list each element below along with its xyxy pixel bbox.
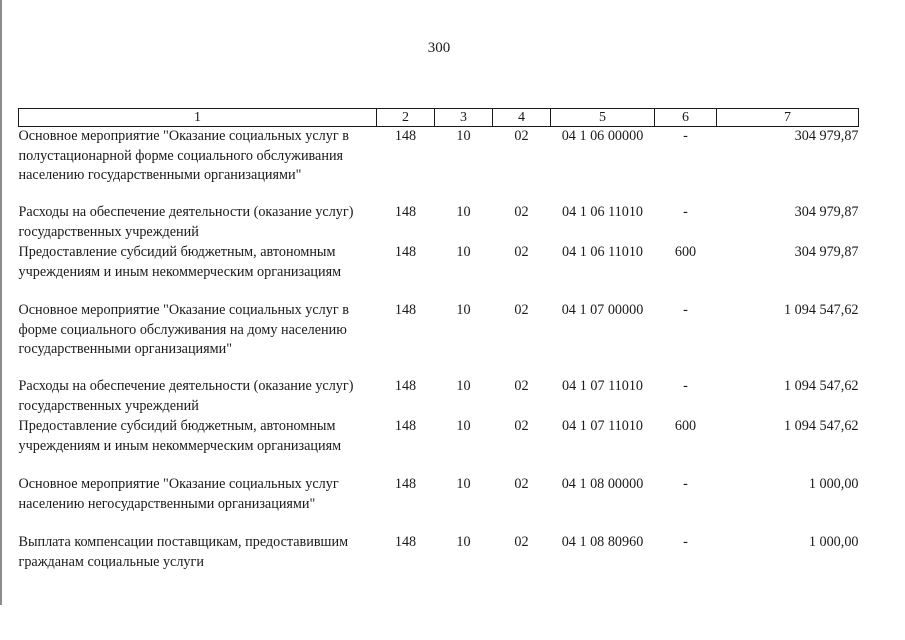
row-section-code: 10 [456, 534, 471, 550]
row-amount: 1 094 547,62 [784, 378, 859, 394]
row-subsection-code: 02 [514, 534, 529, 550]
row-name: Расходы на обеспечение деятельности (оказание услуг) государственных учреждений [18, 378, 354, 414]
row-ministry-code: 148 [394, 378, 417, 394]
row-expense-type: - [683, 534, 688, 550]
row-target-article: 04 1 07 11010 [561, 378, 644, 394]
header-col-3: 3 [435, 109, 493, 127]
row-section-code: 10 [456, 418, 471, 434]
row-name: Выплата компенсации поставщикам, предоставившим гражданам социальные услуги [18, 534, 349, 570]
header-col-2: 2 [377, 109, 435, 127]
row-target-article: 04 1 07 00000 [561, 302, 644, 318]
row-name: Основное мероприятие "Оказание социальных услуг в полустационарной форме социального обслуживания населению государственными организациями" [18, 128, 349, 183]
row-ministry-code: 148 [394, 302, 417, 318]
row-subsection-code: 02 [514, 378, 529, 394]
row-name: Предоставление субсидий бюджетным, автономным учреждениям и иным некоммерческим организациям [18, 244, 342, 280]
row-expense-type: - [683, 302, 688, 318]
table-row [19, 301, 859, 377]
row-amount: 304 979,87 [794, 244, 859, 260]
row-expense-type: - [683, 476, 688, 492]
table-row [19, 475, 859, 533]
table-row [19, 127, 859, 204]
row-ministry-code: 148 [394, 128, 417, 144]
row-expense-type: - [683, 378, 688, 394]
row-subsection-code: 02 [514, 204, 529, 220]
table-row [19, 377, 859, 417]
row-name: Основное мероприятие "Оказание социальных услуг в форме социального обслуживания на дому населению государственными организациями" [18, 302, 349, 357]
header-col-4: 4 [493, 109, 551, 127]
row-target-article: 04 1 07 11010 [561, 418, 644, 434]
row-target-article: 04 1 06 00000 [561, 128, 644, 144]
row-section-code: 10 [456, 378, 471, 394]
row-amount: 1 094 547,62 [784, 418, 859, 434]
row-expense-type: 600 [674, 418, 697, 434]
table-row [19, 203, 859, 243]
table-row [19, 243, 859, 301]
row-subsection-code: 02 [514, 128, 529, 144]
header-col-7: 7 [717, 109, 859, 127]
row-section-code: 10 [456, 204, 471, 220]
table-row [19, 533, 859, 573]
row-expense-type: - [683, 204, 688, 220]
row-ministry-code: 148 [394, 476, 417, 492]
row-name: Предоставление субсидий бюджетным, автономным учреждениям и иным некоммерческим организациям [18, 418, 342, 454]
row-amount: 304 979,87 [794, 128, 859, 144]
row-section-code: 10 [456, 244, 471, 260]
row-expense-type: - [683, 128, 688, 144]
row-target-article: 04 1 08 80960 [561, 534, 644, 550]
row-section-code: 10 [456, 128, 471, 144]
row-amount: 1 000,00 [808, 534, 859, 550]
row-subsection-code: 02 [514, 418, 529, 434]
scan-edge-line [0, 0, 2, 605]
row-subsection-code: 02 [514, 244, 529, 260]
row-ministry-code: 148 [394, 244, 417, 260]
header-col-6: 6 [655, 109, 717, 127]
row-expense-type: 600 [674, 244, 697, 260]
row-ministry-code: 148 [394, 418, 417, 434]
row-amount: 1 000,00 [808, 476, 859, 492]
row-name: Основное мероприятие "Оказание социальных услуг населению негосударственными организациями" [18, 476, 339, 512]
row-ministry-code: 148 [394, 204, 417, 220]
page-number: 300 [427, 40, 451, 56]
header-col-5: 5 [551, 109, 655, 127]
budget-table [18, 108, 859, 573]
row-subsection-code: 02 [514, 302, 529, 318]
table-header-row [19, 109, 859, 127]
row-name: Расходы на обеспечение деятельности (оказание услуг) государственных учреждений [18, 204, 354, 240]
row-target-article: 04 1 06 11010 [561, 204, 644, 220]
row-ministry-code: 148 [394, 534, 417, 550]
row-amount: 1 094 547,62 [784, 302, 859, 318]
row-section-code: 10 [456, 476, 471, 492]
row-amount: 304 979,87 [794, 204, 859, 220]
row-target-article: 04 1 06 11010 [561, 244, 644, 260]
table-row [19, 417, 859, 475]
row-target-article: 04 1 08 00000 [561, 476, 644, 492]
row-section-code: 10 [456, 302, 471, 318]
header-col-1: 1 [19, 109, 377, 127]
row-subsection-code: 02 [514, 476, 529, 492]
